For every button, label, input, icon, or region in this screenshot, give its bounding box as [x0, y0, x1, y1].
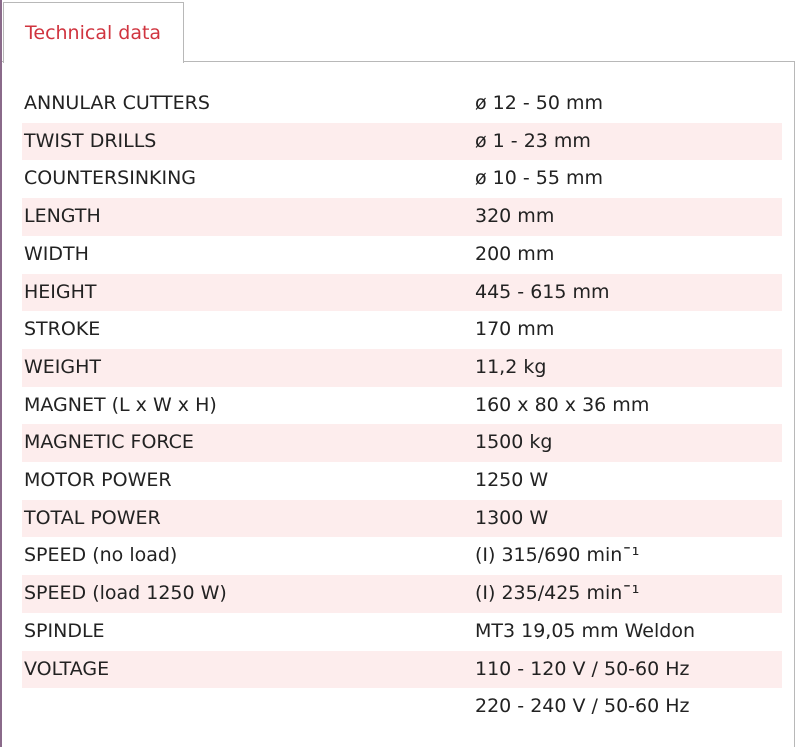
- spec-value: 170 mm: [475, 318, 555, 341]
- table-row: [22, 160, 782, 198]
- spec-value: MT3 19,05 mm Weldon: [475, 619, 695, 642]
- spec-value: 220 - 240 V / 50-60 Hz: [475, 695, 690, 718]
- spec-label: MAGNET (L x W x H): [24, 393, 217, 416]
- spec-label: VOLTAGE: [22, 651, 475, 689]
- table-row: [22, 311, 782, 349]
- spec-value: 320 mm: [475, 198, 782, 236]
- spec-label: MAGNETIC FORCE: [22, 424, 475, 462]
- table-row: [22, 198, 782, 236]
- table-row: [22, 575, 782, 613]
- spec-value: 160 x 80 x 36 mm: [475, 393, 650, 416]
- table-row: [22, 424, 782, 462]
- spec-value: 1250 W: [475, 469, 549, 492]
- table-row: [22, 274, 782, 312]
- spec-label: COUNTERSINKING: [24, 167, 197, 190]
- spec-label: ANNULAR CUTTERS: [24, 92, 210, 114]
- spec-value: 11,2 kg: [475, 349, 782, 387]
- spec-label: MOTOR POWER: [24, 469, 172, 492]
- spec-value: (I) 235/425 min¯¹: [475, 575, 782, 613]
- spec-value: 1500 kg: [475, 424, 782, 462]
- table-row: [22, 123, 782, 161]
- table-row: [22, 500, 782, 538]
- spec-label: SPEED (load 1250 W): [22, 575, 475, 613]
- table-row: [22, 236, 782, 274]
- spec-value: 1300 W: [475, 500, 782, 538]
- spec-label: LENGTH: [22, 198, 475, 236]
- table-row: [22, 613, 782, 651]
- table-row: [22, 537, 782, 575]
- tab-technical-data[interactable]: [3, 2, 184, 63]
- spec-label: SPEED (no load): [24, 544, 178, 567]
- table-row: [22, 462, 782, 500]
- spec-label: SPINDLE: [24, 619, 105, 642]
- table-row: [22, 387, 782, 425]
- technical-data-table: [22, 85, 782, 726]
- spec-label: TOTAL POWER: [22, 500, 475, 538]
- tab-label[interactable]: Technical data: [25, 22, 162, 44]
- spec-value: 445 - 615 mm: [475, 274, 782, 312]
- spec-value: 200 mm: [475, 242, 555, 265]
- spec-label: HEIGHT: [22, 274, 475, 312]
- table-row: [22, 85, 782, 123]
- table-row: [22, 688, 782, 726]
- spec-label: WEIGHT: [22, 349, 475, 387]
- spec-value: 110 - 120 V / 50-60 Hz: [475, 651, 782, 689]
- table-row: [22, 651, 782, 689]
- spec-label: WIDTH: [24, 242, 89, 265]
- spec-label: [22, 688, 475, 726]
- table-row: [22, 349, 782, 387]
- spec-value: ø 12 - 50 mm: [475, 92, 604, 114]
- spec-value: ø 1 - 23 mm: [475, 123, 782, 161]
- spec-value: (I) 315/690 min¯¹: [475, 544, 640, 567]
- spec-value: ø 10 - 55 mm: [475, 167, 604, 190]
- spec-label: STROKE: [24, 318, 101, 341]
- spec-label: TWIST DRILLS: [22, 123, 475, 161]
